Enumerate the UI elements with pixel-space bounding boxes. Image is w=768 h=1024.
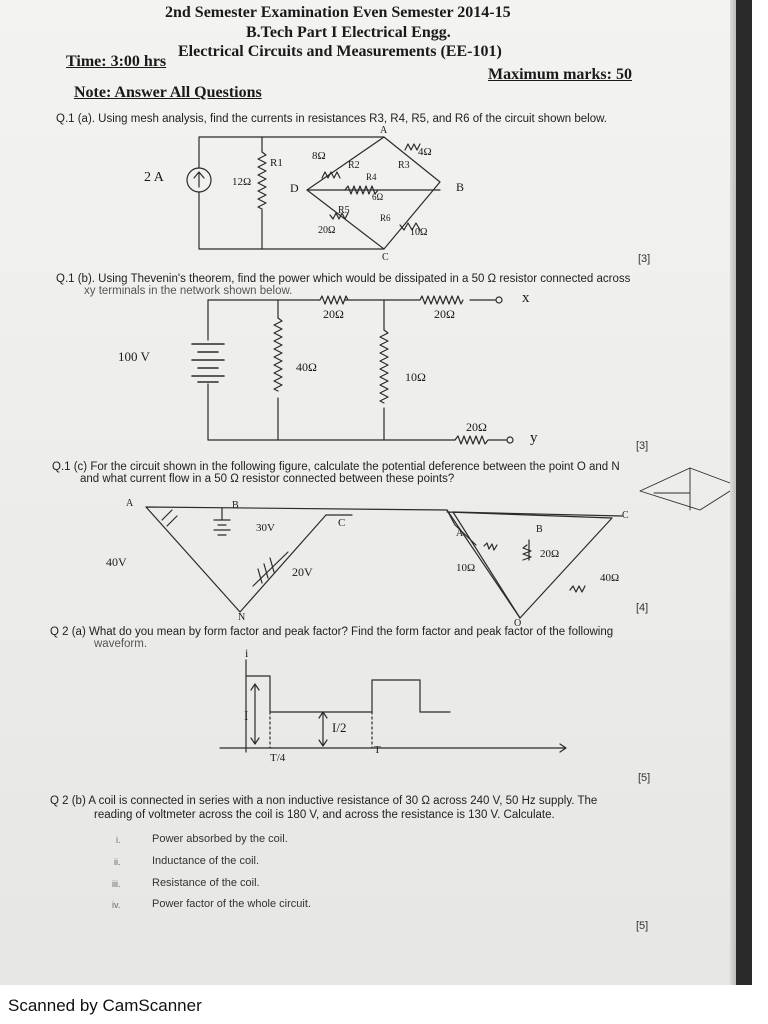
sub-item-text: Power absorbed by the coil. <box>152 833 288 845</box>
fig-label: A <box>380 125 388 136</box>
fig-label: I <box>244 708 249 723</box>
fig-label: 30V <box>256 522 275 534</box>
program-title: B.Tech Part I Electrical Engg. <box>246 24 451 41</box>
fig-label: 20Ω <box>318 225 336 236</box>
question-1a-marks: [3] <box>638 253 651 265</box>
fig-label: 20Ω <box>466 420 487 434</box>
max-marks-label: Maximum marks: 50 <box>488 66 632 83</box>
question-1a-text: Q.1 (a). Using mesh analysis, find the currents in resistances R3, R4, R5, and R6 of the circuit shown below. <box>56 113 607 125</box>
question-2a-text: Q 2 (a) What do you mean by form factor and peak factor? Find the form factor and peak factor of the following <box>50 626 614 638</box>
fig-label: B <box>456 180 465 194</box>
fig-label: B <box>232 500 239 511</box>
exam-title: 2nd Semester Examination Even Semester 2014-15 <box>165 4 511 21</box>
sub-item-number: iv. <box>112 900 121 910</box>
sub-item-text: Power factor of the whole circuit. <box>152 898 311 910</box>
fig-label: A <box>456 528 464 539</box>
course-title: Electrical Circuits and Measurements (EE-101) <box>178 43 502 60</box>
fig-label: 6Ω <box>372 192 384 202</box>
figure-1c-circuit <box>146 468 738 618</box>
fig-label: 40Ω <box>296 360 317 374</box>
question-2b-text-line2: reading of voltmeter across the coil is 180 V, and across the resistance is 130 V. Calculate. <box>94 809 555 821</box>
fig-label: 10Ω <box>410 227 428 238</box>
fig-label: I/2 <box>332 720 347 735</box>
fig-label: 10Ω <box>456 562 476 574</box>
fig-label: 40V <box>106 555 127 569</box>
question-2b-marks: [5] <box>636 920 649 932</box>
fig-label: R1 <box>270 157 283 169</box>
sub-item-number: iii. <box>112 879 121 889</box>
fig-label: C <box>622 510 629 521</box>
sub-item-number: i. <box>116 835 121 845</box>
fig-label: T/4 <box>270 752 286 764</box>
question-2a-text-line2: waveform. <box>94 638 148 650</box>
fig-label: R3 <box>398 160 410 171</box>
fig-label: 20Ω <box>540 548 560 560</box>
fig-label: C <box>338 517 346 529</box>
sub-item-number: ii. <box>114 857 121 867</box>
question-2b-text: Q 2 (b) A coil is connected in series with a non inductive resistance of 30 Ω across 240 V, 50 Hz supply. The <box>50 795 598 807</box>
sub-item-text: Inductance of the coil. <box>152 855 260 867</box>
fig-label: 20Ω <box>323 307 344 321</box>
question-1c-marks: [4] <box>636 602 649 614</box>
fig-label: 20Ω <box>434 307 455 321</box>
fig-label: N <box>238 612 246 623</box>
fig-label: R5 <box>338 205 350 216</box>
page-edge-dark <box>736 0 752 985</box>
fig-label: O <box>514 618 522 629</box>
fig-label: 20V <box>292 565 313 579</box>
question-2a-marks: [5] <box>638 772 651 784</box>
question-1b-text-line2: xy terminals in the network shown below. <box>84 285 293 297</box>
fig-label: y <box>530 430 538 446</box>
question-1b-marks: [3] <box>636 440 649 452</box>
fig-label: B <box>536 524 543 535</box>
scanner-watermark: Scanned by CamScanner <box>8 996 202 1015</box>
fig-label: 2 A <box>144 170 164 185</box>
fig-label: T <box>374 744 381 756</box>
fig-label: A <box>126 498 134 509</box>
note-label: Note: Answer All Questions <box>74 84 262 101</box>
question-1c-text-line2: and what current flow in a 50 Ω resistor connected between these points? <box>80 473 455 485</box>
fig-label: R2 <box>348 160 360 171</box>
fig-label: 100 V <box>118 349 150 364</box>
question-1c-text: Q.1 (c) For the circuit shown in the following figure, calculate the potential deference between the point O and N <box>52 461 620 473</box>
sub-item-text: Resistance of the coil. <box>152 877 260 889</box>
fig-label: C <box>382 252 389 263</box>
time-label: Time: 3:00 hrs <box>66 53 167 70</box>
fig-label: 4Ω <box>418 146 432 158</box>
fig-label: x <box>522 290 530 306</box>
question-1b-text: Q.1 (b). Using Thevenin's theorem, find the power which would be dissipated in a 50 Ω resistor connected across <box>56 273 631 285</box>
fig-label: 40Ω <box>600 572 620 584</box>
fig-label: 12Ω <box>232 176 252 188</box>
fig-label: D <box>290 181 299 195</box>
figure-2a-waveform <box>220 660 566 752</box>
scanner-watermark-bar <box>0 985 768 1024</box>
fig-label: R4 <box>366 172 377 182</box>
fig-label: 8Ω <box>312 150 326 162</box>
fig-label: R6 <box>380 213 391 223</box>
figure-1b-circuit <box>192 296 513 444</box>
fig-label: 10Ω <box>405 370 426 384</box>
fig-label: i <box>245 646 249 660</box>
